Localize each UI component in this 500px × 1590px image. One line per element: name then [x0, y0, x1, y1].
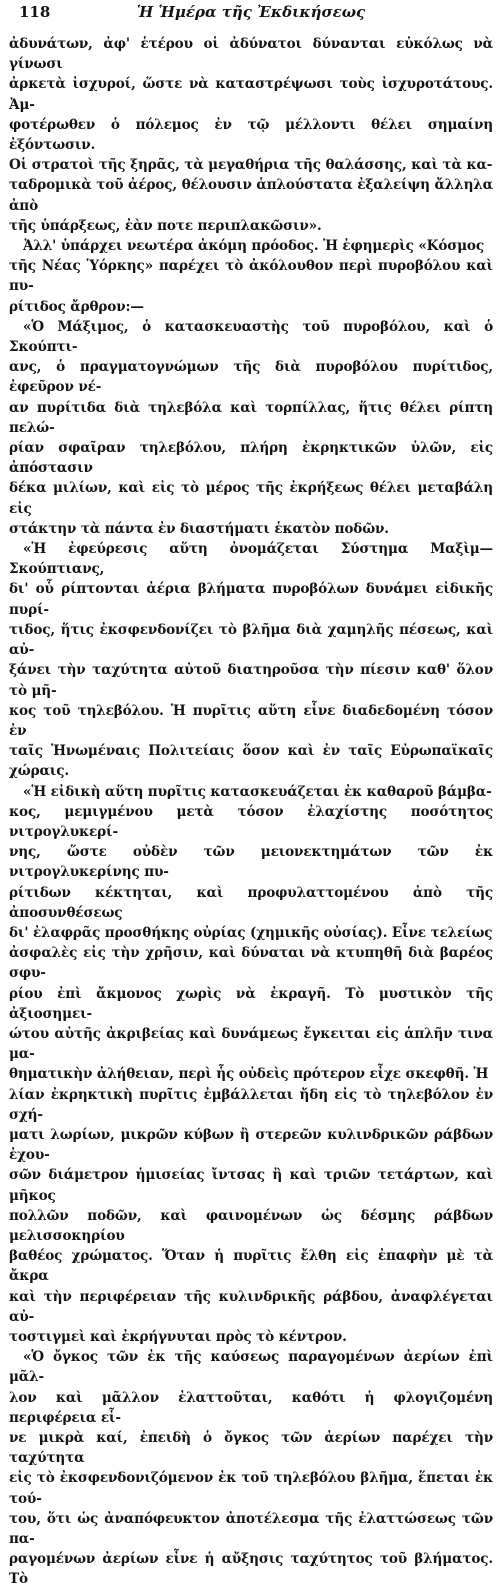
paragraph: «Ἡ ἐφεύρεσις αὕτη ὀνομάζεται Σύστημα Μαξὶμ—Σκούπτιανς, δι' οὗ ρίπτονται ἀέρια βλήματα πυροβόλων δυνάμει εἰδικῆς πυρί- τιδος, ἥτις ἐκσφενδονίζει τὸ βλῆμα διὰ χαμηλῆς πέσεως, καὶ αὐ- ξάνει τὴν ταχύτητα αὐτοῦ διατηροῦσα τὴν πίεσιν καθ' ὅλον τὸ μῆ- κος τοῦ τηλεβόλου. Ἡ πυρῖτις αὕτη εἶνε διαδεδομένη τόσον ἐν ταῖς Ἡνωμέναις Πολιτείαις ὅσον καὶ ἐν ταῖς Εὐρωπαϊκαῖς χώραις. — [9, 541, 493, 780]
page-body — [9, 34, 493, 1590]
paragraph: Ἀλλ' ὑπάρχει νεωτέρα ἀκόμη πρόοδος. Ἡ ἐφημερὶς «Κόσμος τῆς Νέας Ὑόρκης» παρέχει τὸ ἀκόλουθον περὶ πυροβόλου καὶ πυ- ρίτιδος ἄρθρον:— — [9, 238, 493, 315]
paragraph: «Ὁ Μάξιμος, ὁ κατασκευαστὴς τοῦ πυροβόλου, καὶ ὁ Σκούπτι- ανς, ὁ πραγματογνώμων τῆς διὰ πυροβόλου πυρίτιδος, ἐφεῦρον νέ- αν πυρίτιδα διὰ τηλεβόλα καὶ τορπίλλας, ἥτις θέλει ρίπτη πελώ- ρίαν σφαῖραν τηλεβόλου, πλήρη ἐκρηκτικῶν ὑλῶν, εἰς ἀπόστασιν δέκα μιλίων, καὶ εἰς τὸ μέρος τῆς ἐκρήξεως θέλει μεταβάλη εἰς στάκτην τὰ πάντα ἐν διαστήματι ἑκατὸν ποδῶν. — [9, 318, 493, 537]
book-page — [9, 0, 493, 1588]
paragraph: ἀδυνάτων, ἀφ' ἑτέρου οἱ ἀδύνατοι δύνανται εὐκόλως νὰ γίνωσι ἀρκετὰ ἰσχυροί, ὥστε νὰ καταστρέψωσι τοὺς ἰσχυροτάτους. Ἀμ- φοτέρωθεν ὁ πόλεμος ἐν τῷ μέλλοντι θέλει σημαίνη ἐξόντωσιν. Οἱ στρατοὶ τῆς ξηρᾶς, τὰ μεγαθήρια τῆς θαλάσσης, καὶ τὰ κα- ταδρομικὰ τοῦ ἀέρος, θέλουσιν ἁπλούστατα ἐξαλείψη ἄλληλα ἀπὸ τῆς ὑπάρξεως, ἐὰν ποτε περιπλακῶσιν». — [9, 36, 493, 234]
paragraph: «Ἡ εἰδικὴ αὕτη πυρῖτις κατασκευάζεται ἐκ καθαροῦ βάμβα- κος, μεμιγμένου μετὰ τόσον ἐλαχίστης ποσότητος νιτρογλυκερί- νης, ὥστε οὐδὲν τῶν μειονεκτημάτων τῶν ἐκ νιτρογλυκερίνης πυ- ρίτιδων κέκτηται, καὶ προφυλαττομένου ἀπὸ τῆς ἀποσυνθέσεως δι' ἐλαφρᾶς προσθήκης οὐρίας (χημικῆς οὐσίας). Εἶνε τελείως ἀσφαλὲς εἰς τὴν χρῆσιν, καὶ δύναται νὰ κτυπηθῆ διὰ βαρέος σφυ- ρίου ἐπὶ ἄκμονος χωρὶς νὰ ἐκραγῆ. Τὸ μυστικὸν τῆς ἀξιοσημει- ώτου αὐτῆς ἀκριβείας καὶ δυνάμεως ἔγκειται εἰς ἁπλῆν τινα μα- θηματικὴν ἀλήθειαν, περὶ ἧς οὐδεὶς πρότερον εἶχε σκεφθῆ. Ἡ λίαν ἐκρηκτικὴ πυρῖτις ἐμβάλλεται ἤδη εἰς τὸ τηλεβόλον ἐν σχή- ματι λωρίων, μικρῶν κύβων ἢ στερεῶν κυλινδρικῶν ράβδων ἐχου- σῶν διάμετρον ἡμισείας ἴντσας ἢ καὶ τριῶν τετάρτων, καὶ μῆκος πολλῶν ποδῶν, καὶ φαινομένων ὡς δέσμης ράβδων μελισσοκηρίου βαθέος χρώματος. Ὅταν ἡ πυρῖτις ἔλθη εἰς ἐπαφὴν μὲ τὰ ἄκρα καὶ τὴν περιφέρειαν τῆς κυλινδρικῆς ράβδου, ἀναφλέγεται αὐ- τοστιγμεὶ καὶ ἐκρήγνυται πρὸς τὸ κέντρον. — [9, 783, 493, 1345]
running-title: Ἡ Ἡμέρα τῆς Ἐκδικήσεως — [136, 3, 366, 21]
page-number: 118 — [19, 3, 51, 21]
page-header — [9, 0, 493, 28]
paragraph: «Ὁ ὄγκος τῶν ἐκ τῆς καύσεως παραγομένων ἀερίων ἐπὶ μᾶλ- λον καὶ μᾶλλον ἐλαττοῦται, καθότι ἡ φλογιζομένη περιφέρεια εἶ- νε μικρὰ καί, ἐπειδὴ ὁ ὄγκος τῶν ἀερίων παρέχει τὴν ταχύτητα εἰς τὸ ἐκσφενδονιζόμενον ἐκ τοῦ τηλεβόλου βλῆμα, ἕπεται ἐκ τού- του, ὅτι ὡς ἀναπόφευκτον ἀποτέλεσμα τῆς ἐλαττώσεως τῶν πα- ραγομένων ἀερίων εἶνε ἡ αὔξησις ταχύτητος τοῦ βλήματος. Τὸ — [9, 1349, 493, 1588]
